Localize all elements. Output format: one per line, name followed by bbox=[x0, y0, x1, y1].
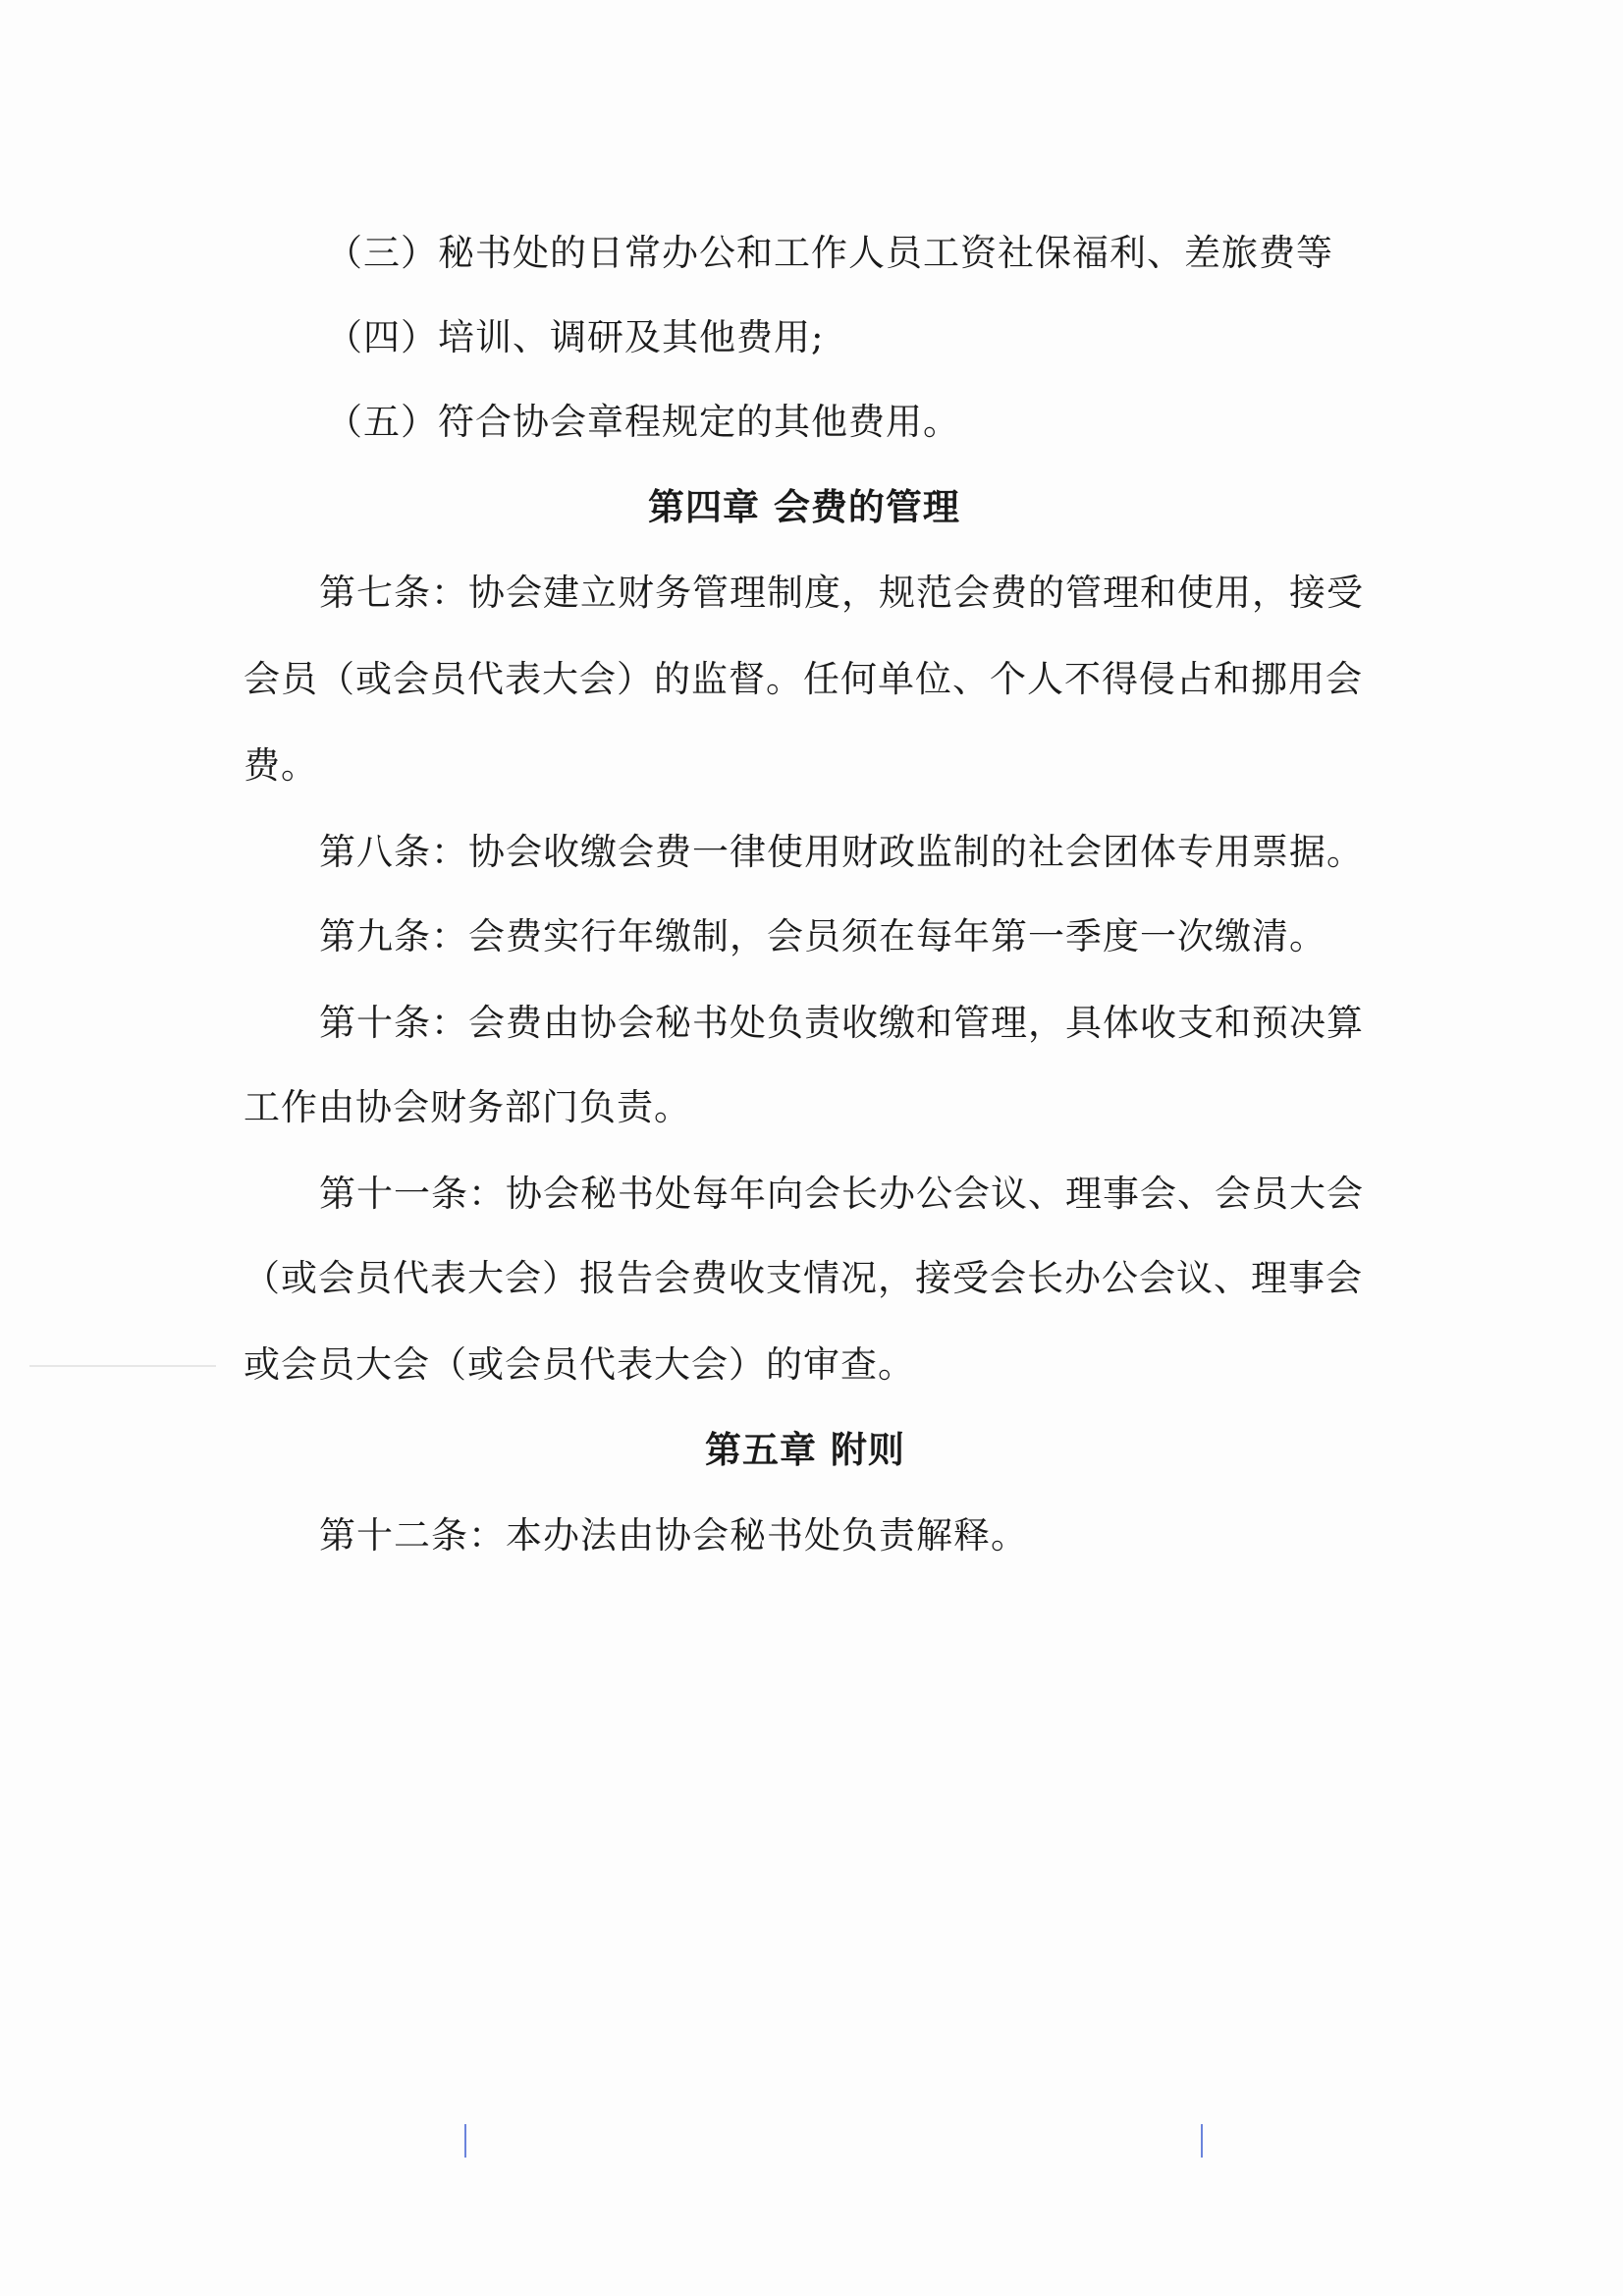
scan-tick-mark-right bbox=[1201, 2124, 1203, 2158]
article-7-line-1: 第七条：协会建立财务管理制度，规范会费的管理和使用，接受 bbox=[319, 572, 1364, 614]
item-4-text: （四）培训、调研及其他费用; bbox=[326, 316, 825, 358]
article-10-line-1: 第十条：会费由协会秘书处负责收缴和管理，具体收支和预决算 bbox=[319, 1002, 1364, 1044]
scan-tick-mark-left bbox=[464, 2124, 466, 2158]
article-9-text: 第九条：会费实行年缴制，会员须在每年第一季度一次缴清。 bbox=[319, 915, 1326, 957]
chapter-4-heading: 第四章 会费的管理 bbox=[648, 485, 960, 528]
article-11-line-2: （或会员代表大会）报告会费收支情况，接受会长办公会议、理事会 bbox=[243, 1257, 1363, 1299]
item-3-text: （三）秘书处的日常办公和工作人员工资社保福利、差旅费等 bbox=[326, 232, 1333, 274]
article-8-text: 第八条：协会收缴会费一律使用财政监制的社会团体专用票据。 bbox=[319, 831, 1364, 873]
item-5-text: （五）符合协会章程规定的其他费用。 bbox=[326, 401, 960, 443]
article-12-text: 第十二条：本办法由协会秘书处负责解释。 bbox=[319, 1514, 1028, 1557]
article-10-line-2: 工作由协会财务部门负责。 bbox=[243, 1086, 691, 1128]
article-11-line-1: 第十一条：协会秘书处每年向会长办公会议、理事会、会员大会 bbox=[319, 1173, 1364, 1215]
chapter-5-heading: 第五章 附则 bbox=[705, 1428, 905, 1471]
scan-smudge-mark bbox=[29, 1365, 216, 1367]
article-11-line-3: 或会员大会（或会员代表大会）的审查。 bbox=[243, 1343, 915, 1386]
article-7-line-2: 会员（或会员代表大会）的监督。任何单位、个人不得侵占和挪用会 bbox=[243, 658, 1363, 700]
article-7-line-3: 费。 bbox=[243, 744, 318, 787]
